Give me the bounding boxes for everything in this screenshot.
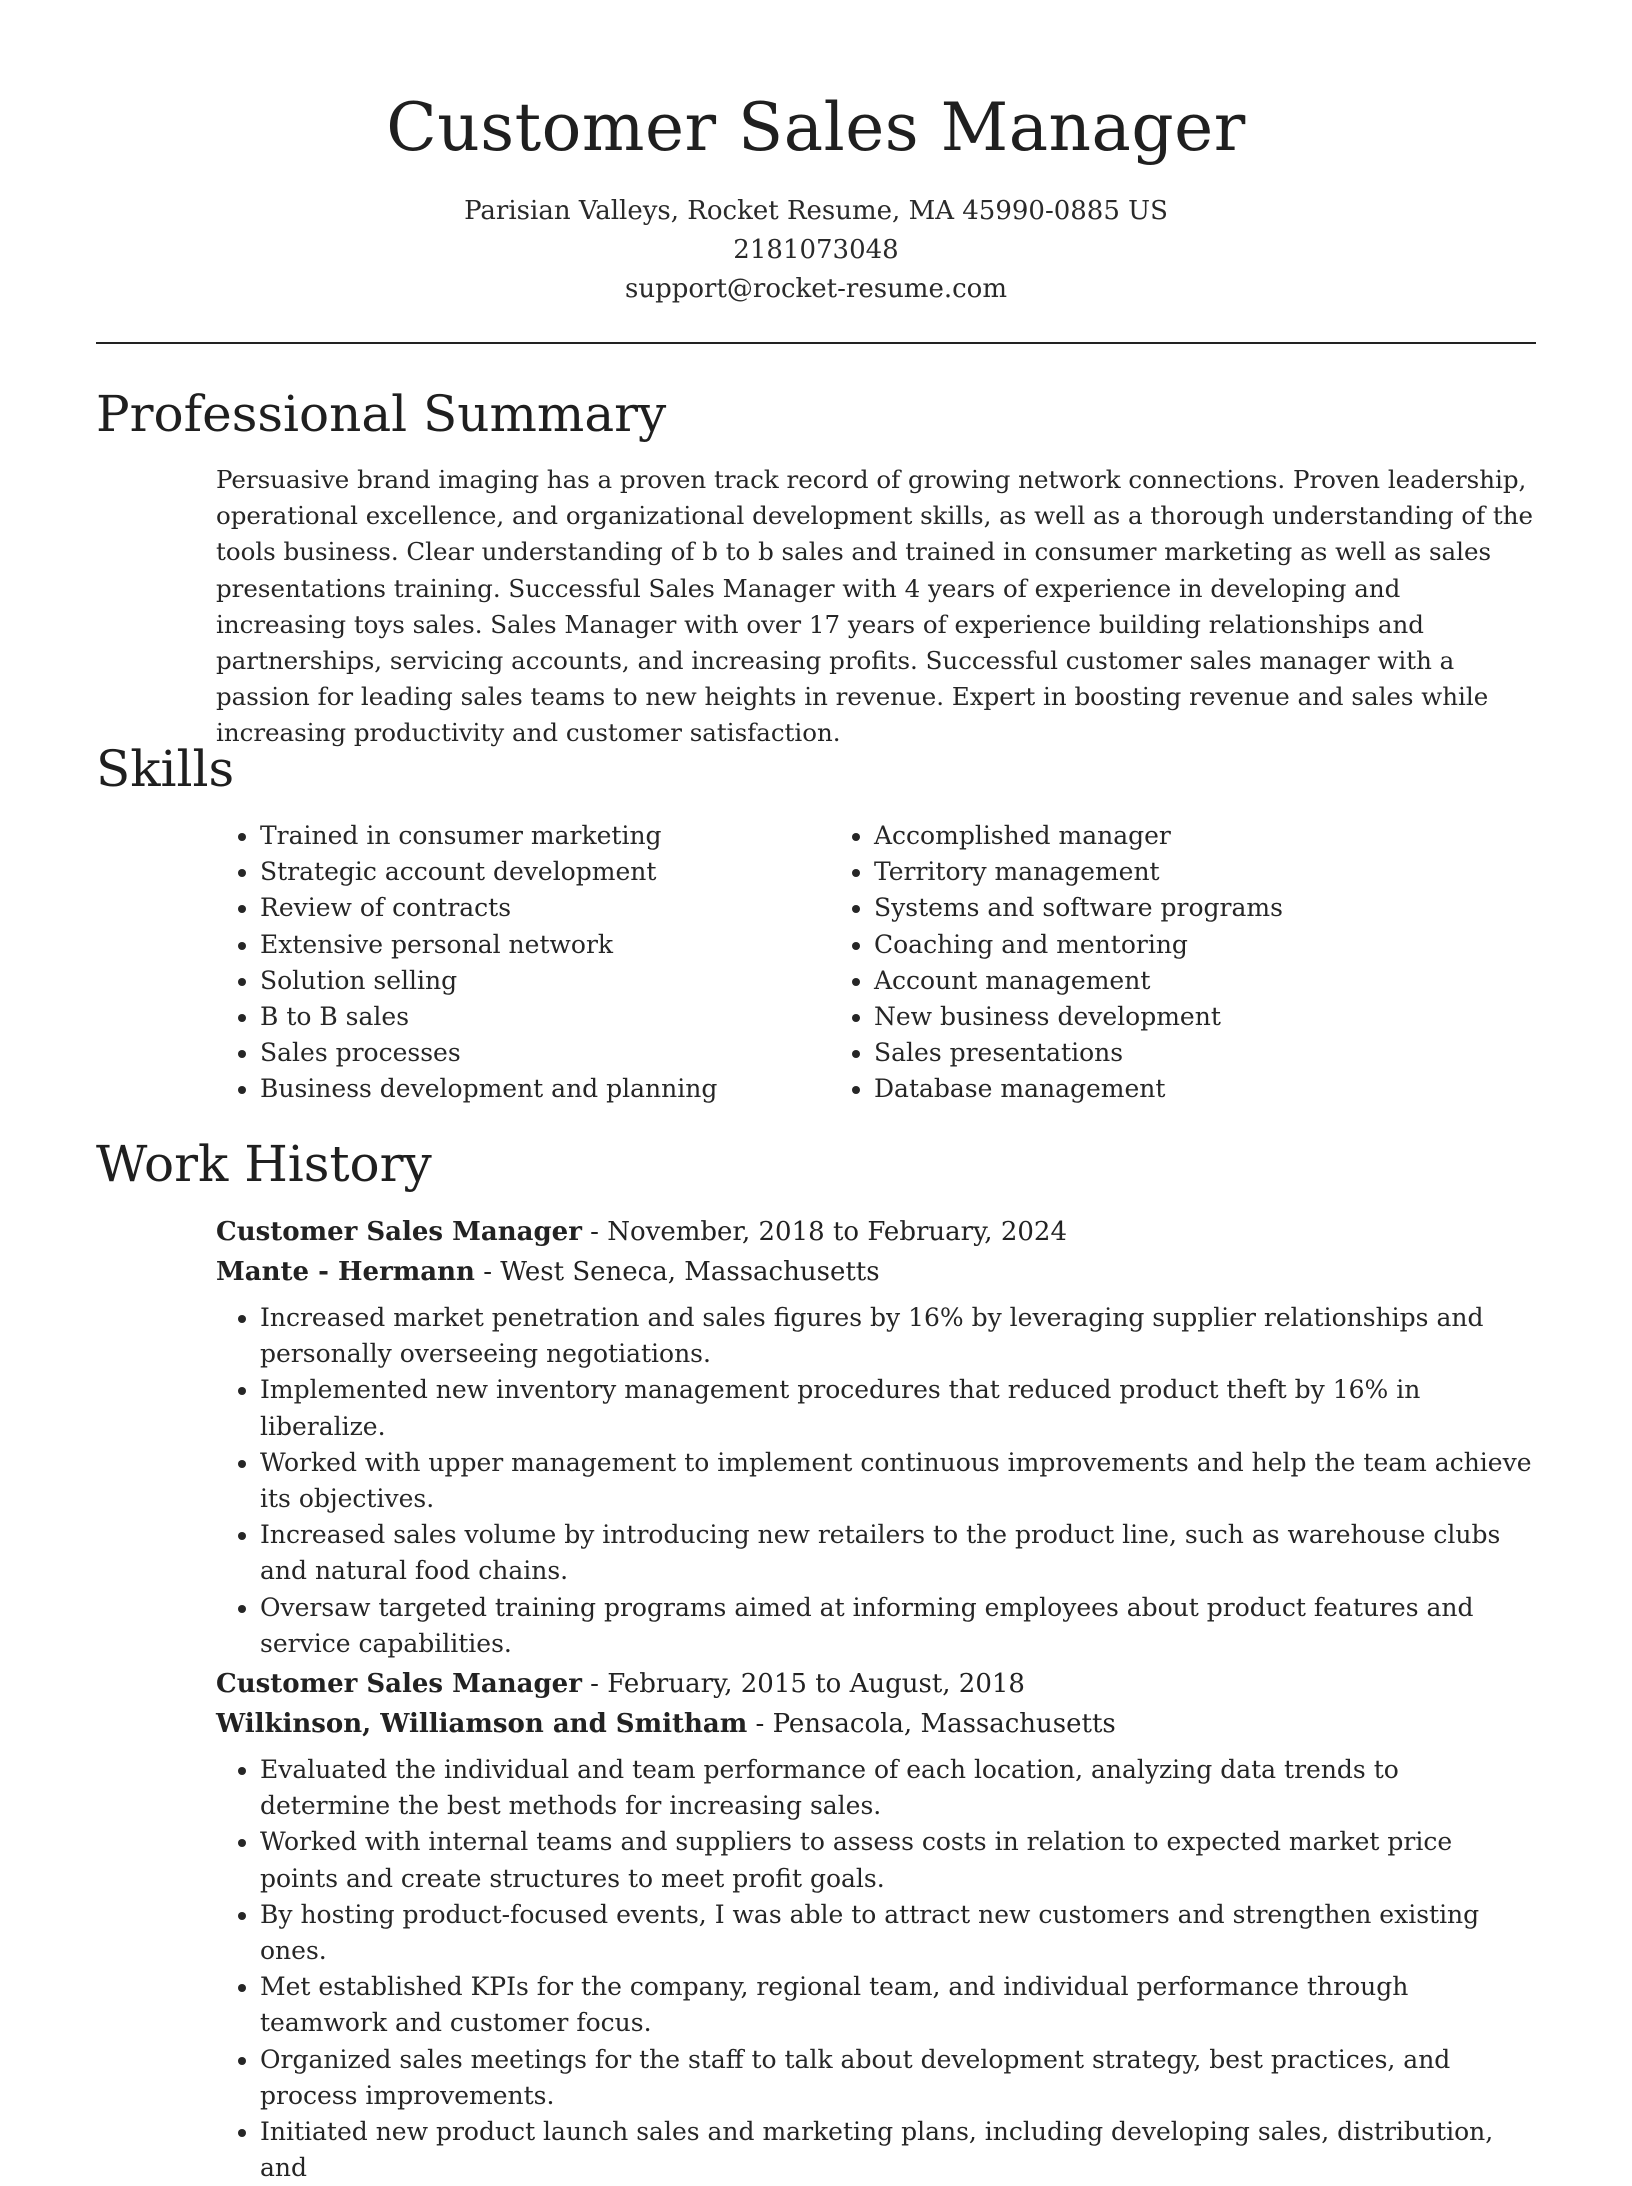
work-history-heading: Work History — [96, 1135, 432, 1193]
skill-item: • Database management — [874, 1071, 1428, 1107]
contact-address: Parisian Valleys, Rocket Resume, MA 45990-0885 US — [464, 196, 1168, 226]
job-location: West Seneca, Massachusetts — [500, 1257, 880, 1287]
job-position: Customer Sales Manager — [216, 1669, 582, 1699]
skill-item: • Territory management — [874, 854, 1428, 890]
job-entry — [216, 1212, 1536, 1662]
job-title-line — [216, 1664, 1536, 1704]
skills-column-left — [216, 818, 822, 1108]
summary-heading: Professional Summary — [96, 385, 667, 443]
contact-phone: 2181073048 — [733, 235, 899, 265]
separator: - — [747, 1709, 773, 1739]
job-bullet: • Worked with internal teams and suppliers to assess costs in relation to expected market price points and create structures to meet profit goals. — [260, 1824, 1536, 1896]
skill-item: • Sales processes — [260, 1035, 822, 1071]
job-bullets — [216, 1300, 1536, 1662]
job-company-line — [216, 1252, 1536, 1292]
job-bullet: • Organized sales meetings for the staff to talk about development strategy, best practices, and process improvements. — [260, 2042, 1536, 2114]
job-dates: February, 2015 to August, 2018 — [607, 1669, 1025, 1699]
job-company: Wilkinson, Williamson and Smitham — [216, 1709, 748, 1739]
job-company-line — [216, 1704, 1536, 1744]
skills-column-right — [822, 818, 1428, 1108]
job-bullet: • Worked with upper management to implement continuous improvements and help the team achieve its objectives. — [260, 1445, 1536, 1517]
skill-item: • B to B sales — [260, 999, 822, 1035]
job-position: Customer Sales Manager — [216, 1217, 582, 1247]
skill-item: • Extensive personal network — [260, 927, 822, 963]
skill-item: • Systems and software programs — [874, 890, 1428, 926]
job-bullets — [216, 1752, 1536, 2186]
separator: - — [581, 1669, 608, 1699]
job-entry — [216, 1664, 1536, 2186]
skill-item: • Strategic account development — [260, 854, 822, 890]
resume-header — [96, 86, 1536, 309]
skill-item: • Coaching and mentoring — [874, 927, 1428, 963]
skills-list — [216, 818, 1536, 1108]
job-bullet: • Implemented new inventory management procedures that reduced product theft by 16% in liberalize. — [260, 1372, 1536, 1444]
contact-info — [96, 192, 1536, 309]
job-title-line — [216, 1212, 1536, 1252]
contact-email: support@rocket-resume.com — [624, 274, 1007, 304]
skill-item: • New business development — [874, 999, 1428, 1035]
skill-item: • Sales presentations — [874, 1035, 1428, 1071]
skill-item: • Accomplished manager — [874, 818, 1428, 854]
job-company: Mante - Hermann — [216, 1257, 475, 1287]
skill-item: • Account management — [874, 963, 1428, 999]
job-bullet: • Initiated new product launch sales and marketing plans, including developing sales, distribution, and — [260, 2114, 1536, 2186]
separator: - — [581, 1217, 608, 1247]
job-location: Pensacola, Massachusetts — [772, 1709, 1116, 1739]
job-bullet: • Evaluated the individual and team performance of each location, analyzing data trends to determine the best methods for increasing sales. — [260, 1752, 1536, 1824]
skill-item: • Review of contracts — [260, 890, 822, 926]
skill-item: • Business development and planning — [260, 1071, 822, 1107]
skill-item: • Trained in consumer marketing — [260, 818, 822, 854]
job-bullet: • Increased sales volume by introducing new retailers to the product line, such as warehouse clubs and natural food chains. — [260, 1517, 1536, 1589]
skills-heading: Skills — [96, 740, 235, 798]
candidate-name: Customer Sales Manager — [386, 89, 1246, 166]
separator: - — [474, 1257, 501, 1287]
job-bullet: • Increased market penetration and sales figures by 16% by leveraging supplier relationships and personally overseeing negotiations. — [260, 1300, 1536, 1372]
job-bullet: • Oversaw targeted training programs aimed at informing employees about product features and service capabilities. — [260, 1590, 1536, 1662]
job-bullet: • By hosting product-focused events, I was able to attract new customers and strengthen existing ones. — [260, 1897, 1536, 1969]
header-divider — [96, 342, 1536, 344]
summary-text: Persuasive brand imaging has a proven track record of growing network connections. Proven leadership, operational excellence, and organizational development skills, as well as a thorough understanding of the tools business. Clear understanding of b to b sales and trained in consumer marketing as well as sales presentations training. Successful Sales Manager with 4 years of experience in developing and increasing toys sales. Sales Manager with over 17 years of experience building relationships and partnerships, servicing accounts, and increasing profits. Successful customer sales manager with a passion for leading sales teams to new heights in revenue. Expert in boosting revenue and sales while increasing productivity and customer satisfaction. — [216, 465, 1534, 748]
skill-item: • Solution selling — [260, 963, 822, 999]
job-dates: November, 2018 to February, 2024 — [607, 1217, 1067, 1247]
job-bullet: • Met established KPIs for the company, regional team, and individual performance through teamwork and customer focus. — [260, 1969, 1536, 2041]
